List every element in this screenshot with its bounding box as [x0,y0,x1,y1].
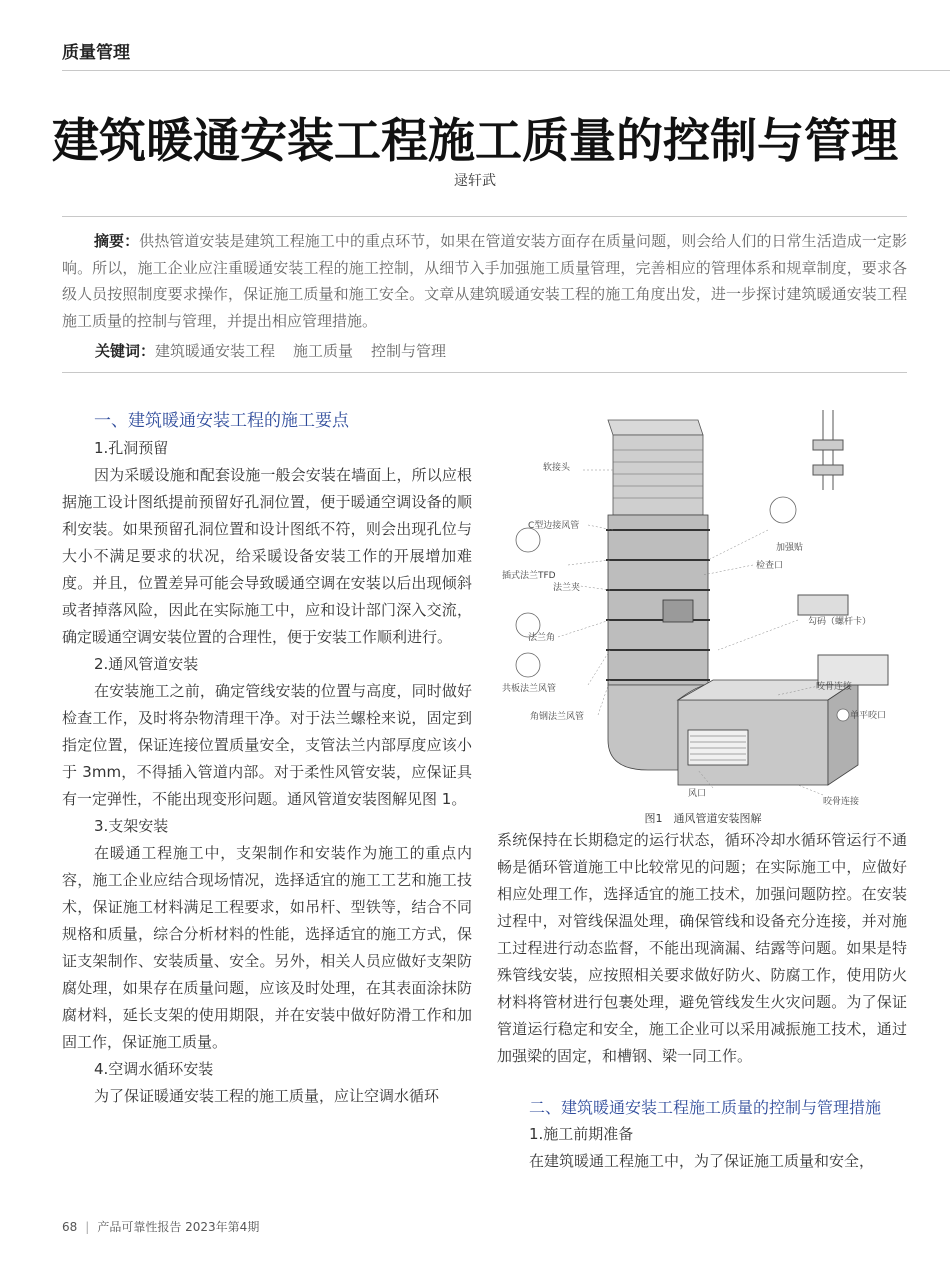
paragraph: 在建筑暖通工程施工中，为了保证施工质量和安全， [529,1152,875,1170]
keyword: 控制与管理 [371,342,447,360]
label-bite-joint-1: 咬骨连接 [816,682,853,692]
paragraph: 系统保持在长期稳定的运行状态，循环冷却水循环管运行不通畅是循环管道施工中比较常见的问题；在实际施工中，应做好相应处理工作，选择适宜的施工技术，加强问题防控。在安装过程中，对管线保温处理，确保管线和设备充分连接，并对施工过程进行动态监督，不能出现滴漏、结露等问题。如果是特殊管线安装，应按照相关要求做好防火、防腐工作，使用防火材料将管材进行包裹处理，避免管线发生火灾问题。为了保证管道运行稳定和安全，施工企业可以采用减振施工技术，通过加强梁的固定，和槽钢、梁一同工作。 [497,831,907,1065]
section-heading-1: 一、建筑暖通安装工程的施工要点 [94,411,349,431]
subsection-heading: 1.施工前期准备 [529,1125,634,1143]
abstract-bottom-divider [62,372,907,373]
label-tfd: 插式法兰TFD [502,571,556,581]
subsection-heading: 2.通风管道安装 [94,655,199,673]
section-heading-2: 二、建筑暖通安装工程施工质量的控制与管理措施 [529,1098,882,1117]
label-inspection: 检查口 [756,561,784,571]
soft-joint-section [613,435,703,515]
paragraph: 为了保证暖通安装工程的施工质量，应让空调水循环 [94,1087,440,1105]
hanger-rods [798,410,888,685]
abstract-label: 摘要： [94,232,140,250]
label-angle-steel: 角钢法兰风管 [530,712,585,722]
left-column [62,408,472,1110]
duct-top-opening [608,420,703,435]
page-number: 68 [62,1220,78,1234]
label-flange-corner: 法兰角 [528,633,556,643]
subsection-heading: 1.孔洞预留 [94,439,169,457]
abstract-text: 供热管道安装是建筑工程施工中的重点环节，如果在管道安装方面存在质量问题，则会给人们的日常生活造成一定影响。所以，施工企业应注重暖通安装工程的施工控制，从细节入手加强施工质量管理，完善相应的管理体系和规章制度，要求各级人员按照制度要求操作，保证施工质量和施工安全。文章从建筑暖通安装工程的施工角度出发，进一步探讨建筑暖通安装工程施工质量的控制与管理，并提出相应管理措施。 [62,232,907,330]
keywords-label: 关键词： [95,342,156,360]
label-clip: 法兰夹 [553,583,581,593]
duct-installation-figure [498,400,908,820]
section-label: 质量管理 [62,43,130,63]
label-common-board: 共板法兰风管 [502,684,557,694]
keywords [95,340,464,361]
figure-caption: 图1 通风管道安装图解 [644,812,762,825]
article-author: 逯轩武 [454,173,496,189]
label-air-outlet: 风口 [688,789,707,799]
abstract-top-divider [62,216,907,217]
label-hook: 勾码（螺杆卡） [808,617,872,627]
inspection-door [663,600,693,622]
keyword: 施工质量 [293,342,354,360]
article-title: 建筑暖通安装工程施工质量的控制与管理 [52,114,898,169]
paragraph: 在暖通工程施工中，支架制作和安装作为施工的重点内容，施工企业应结合现场情况，选择适宜的施工工艺和施工技术，保证施工材料满足工程要求，如吊杆、型铁等，结合不同规格和质量，综合分析材料的性能，选择适宜的施工方式，保证支架制作、安装质量、安全。另外，相关人员应做好支架防腐处理，如果存在质量问题，应该及时处理，在其表面涂抹防腐材料，延长支架的使用期限，并在安装中做好防滑工作和加固工作，保证施工质量。 [62,844,472,1051]
header-divider [62,70,950,71]
label-bite-joint-2: 咬骨连接 [823,797,860,807]
label-single-bite: 单平咬口 [850,711,887,721]
subsection-heading: 3.支架安装 [94,817,169,835]
footer: 68 | 产品可靠性报告 2023年第4期 [62,1220,260,1234]
label-stiffener: 加强贴 [776,543,804,553]
right-column [497,827,907,1175]
paragraph: 在安装施工之前，确定管线安装的位置与高度，同时做好检查工作，及时将杂物清理干净。对于法兰螺栓来说，固定到指定位置，保证连接位置质量安全，支管法兰内部厚度应该小于 3mm，不得插入管道内部。对于柔性风管安装，应保证具有一定弹性，不能出现变形问题。通风管道安装图解见图 1。 [62,682,472,808]
abstract [62,228,907,334]
paragraph: 因为采暖设施和配套设施一般会安装在墙面上，所以应根据施工设计图纸提前预留好孔洞位置，便于暖通空调设备的顺利安装。如果预留孔洞位置和设计图纸不符，则会出现孔位与大小不满足要求的状况，给采暖设备安装工作的开展增加难度。并且，位置差异可能会导致暖通空调在安装以后出现倾斜或者掉落风险，因此在实际施工中，应和设计部门深入交流，确定暖通空调安装位置的合理性，便于安装工作顺利进行。 [62,466,472,646]
label-soft-joint: 软接头 [543,463,571,473]
journal-info: 产品可靠性报告 2023年第4期 [97,1220,260,1234]
subsection-heading: 4.空调水循环安装 [94,1060,214,1078]
keyword: 建筑暖通安装工程 [155,342,276,360]
label-c-type: C型边接风管 [528,521,580,531]
